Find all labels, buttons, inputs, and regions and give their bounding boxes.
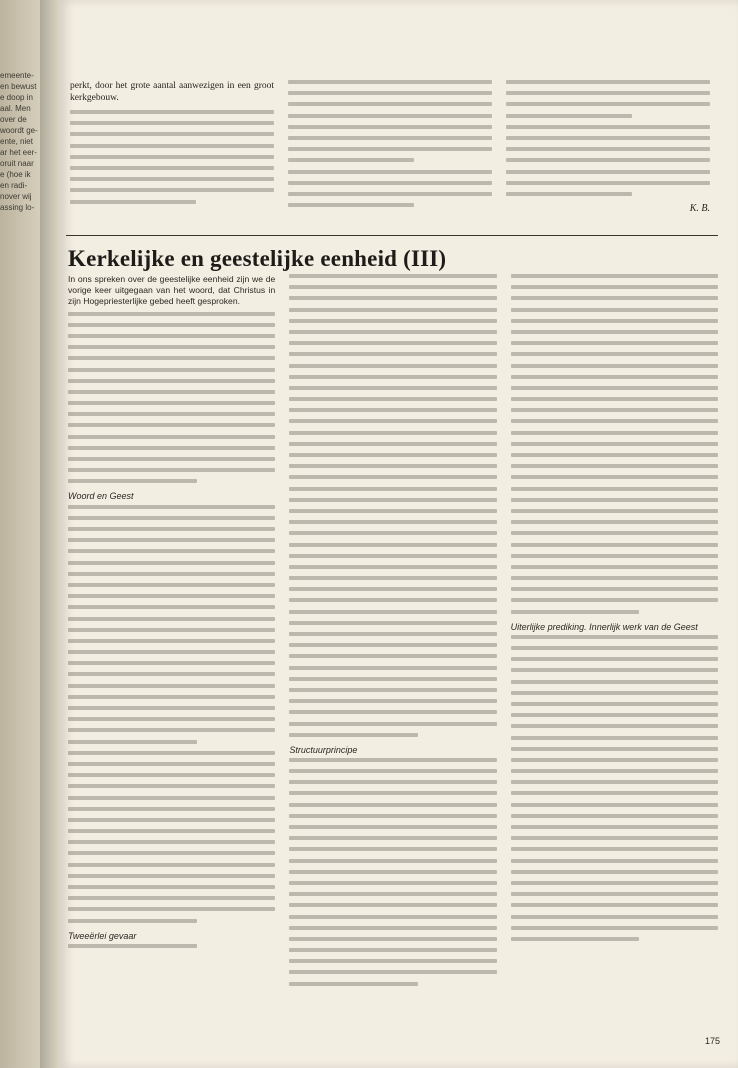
top-column-2 [288,80,492,230]
left-fragment: assing lo- [0,203,35,212]
author-signature: K. B. [689,203,710,215]
illegible-text-block [70,110,274,204]
left-fragment: ente, niet [0,137,33,146]
page-fold-shadow [40,0,62,1068]
top-column-3 [506,80,710,230]
illegible-text-block [288,80,492,162]
left-fragment: en bewust [0,82,37,91]
right-page [60,0,738,1068]
opening-sentence: In ons spreken over de geestelijke eenheid zijn we de vorige keer uitgegaan van het woord, dat Christus in zijn Hogepriesterlijke gebed heeft gesproken. [68,274,276,307]
left-fragment: en radi- [0,181,28,190]
left-fragment: woordt ge- [0,126,38,135]
left-fragment: ar het eer- [0,148,37,157]
previous-article-ending [70,80,710,230]
article-divider [66,235,718,236]
page-number: 175 [704,1036,720,1046]
left-fragment: over de [0,115,27,124]
left-fragment: nover wij [0,192,32,201]
section-heading: Woord en Geest [68,491,134,502]
illegible-text-block [506,125,710,196]
section-heading: Structuurprincipe [289,744,358,755]
left-fragment: e doop in [0,93,33,102]
left-fragment: aal. Men [0,104,31,113]
top-column-1 [70,80,274,230]
left-fragment: oruit naar [0,159,34,168]
illegible-text-block [289,758,496,986]
illegible-text-block [68,312,275,484]
body-column-2 [289,274,496,1034]
left-fragment: emeente- [0,71,34,80]
previous-first-line: perkt, door het grote aantal aanwezigen in een groot kerkgebouw. [70,81,274,103]
illegible-text-block [68,505,275,744]
illegible-text-block [511,274,718,614]
section-heading: Tweeërlei gevaar [68,930,137,941]
body-column-3 [511,274,718,1034]
illegible-text-block [68,751,275,923]
left-page-edge [0,70,44,680]
body-column-1 [68,274,275,1034]
section-heading: Uiterlijke prediking. Innerlijk werk van de Geest [510,621,698,632]
article-body [68,274,718,1034]
article-title: Kerkelijke en geestelijke eenheid (III) [68,246,447,271]
illegible-text-block [289,274,496,737]
illegible-text-block [288,170,492,208]
illegible-text-block [68,944,275,948]
illegible-text-block [511,635,718,941]
left-fragment: e (hoe ik [0,170,31,179]
illegible-text-block [506,80,710,118]
